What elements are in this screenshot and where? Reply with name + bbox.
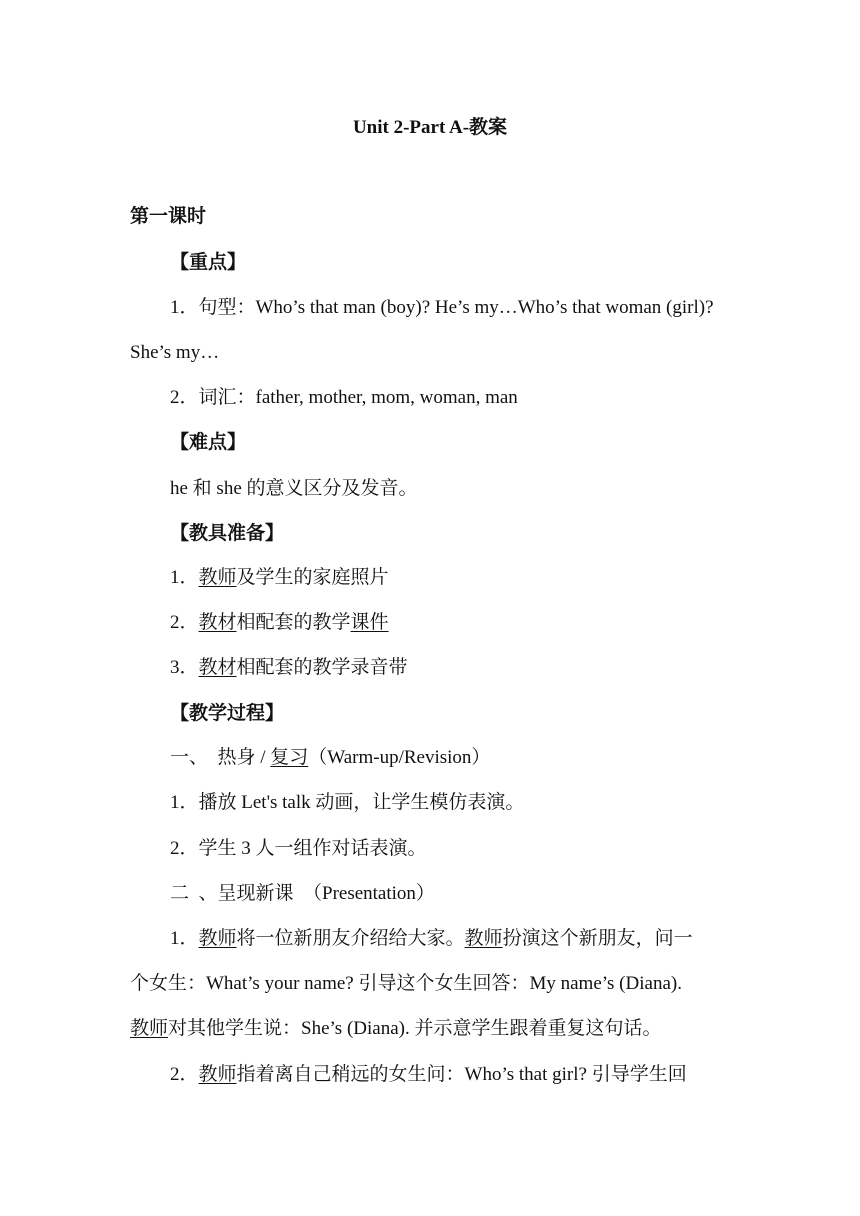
presentation-item-1-line-1: 1．教师将一位新朋友介绍给大家。教师扮演这个新朋友，问一 (170, 928, 693, 949)
prep-item-3: 3．教材相配套的教学录音带 (170, 657, 408, 678)
link-review[interactable]: 复习 (270, 747, 309, 768)
section-1-item-1: 1．播放 Let's talk 动画，让学生模仿表演。 (170, 792, 525, 813)
link-textbook[interactable]: 教材 (198, 657, 237, 678)
link-teacher[interactable]: 教师 (198, 567, 237, 588)
prep-item-1: 1．教师及学生的家庭照片 (170, 567, 389, 588)
presentation-item-1-line-2: 个女生：What’s your name? 引导这个女生回答：My name’s (Diana). (130, 973, 682, 994)
difficulty-text: he 和 she 的意义区分及发音。 (170, 478, 418, 499)
lesson-heading: 第一课时 (130, 206, 207, 227)
link-teacher[interactable]: 教师 (198, 928, 237, 949)
document-title: Unit 2-Part A-教案 (352, 117, 508, 138)
key-point-2: 2．词汇：father, mother, mom, woman, man (170, 387, 518, 408)
presentation-item-2: 2．教师指着离自己稍远的女生问：Who’s that girl? 引导学生回 (170, 1064, 687, 1085)
presentation-item-1-line-3: 教师对其他学生说：She’s (Diana). 并示意学生跟着重复这句话。 (130, 1018, 662, 1039)
prep-heading: 【教具准备】 (170, 523, 285, 544)
link-courseware[interactable]: 课件 (350, 612, 389, 633)
key-point-1-line-1: 1．句型：Who’s that man (boy)? He’s my…Who’s that woman (girl)? (170, 297, 714, 318)
link-textbook[interactable]: 教材 (198, 612, 237, 633)
key-points-heading: 【重点】 (170, 252, 247, 273)
difficulty-heading: 【难点】 (170, 432, 247, 453)
link-teacher[interactable]: 教师 (198, 1064, 237, 1085)
link-teacher[interactable]: 教师 (130, 1018, 169, 1039)
key-point-1-line-2: She’s my… (130, 342, 220, 363)
link-teacher[interactable]: 教师 (464, 928, 503, 949)
prep-item-2: 2．教材相配套的教学课件 (170, 612, 389, 633)
process-heading: 【教学过程】 (170, 703, 285, 724)
section-2-heading: 二 、呈现新课 （Presentation） (170, 883, 435, 904)
section-1-heading: 一、 热身 / 复习（Warm-up/Revision） (170, 747, 491, 768)
section-1-item-2: 2．学生 3 人一组作对话表演。 (170, 838, 427, 859)
